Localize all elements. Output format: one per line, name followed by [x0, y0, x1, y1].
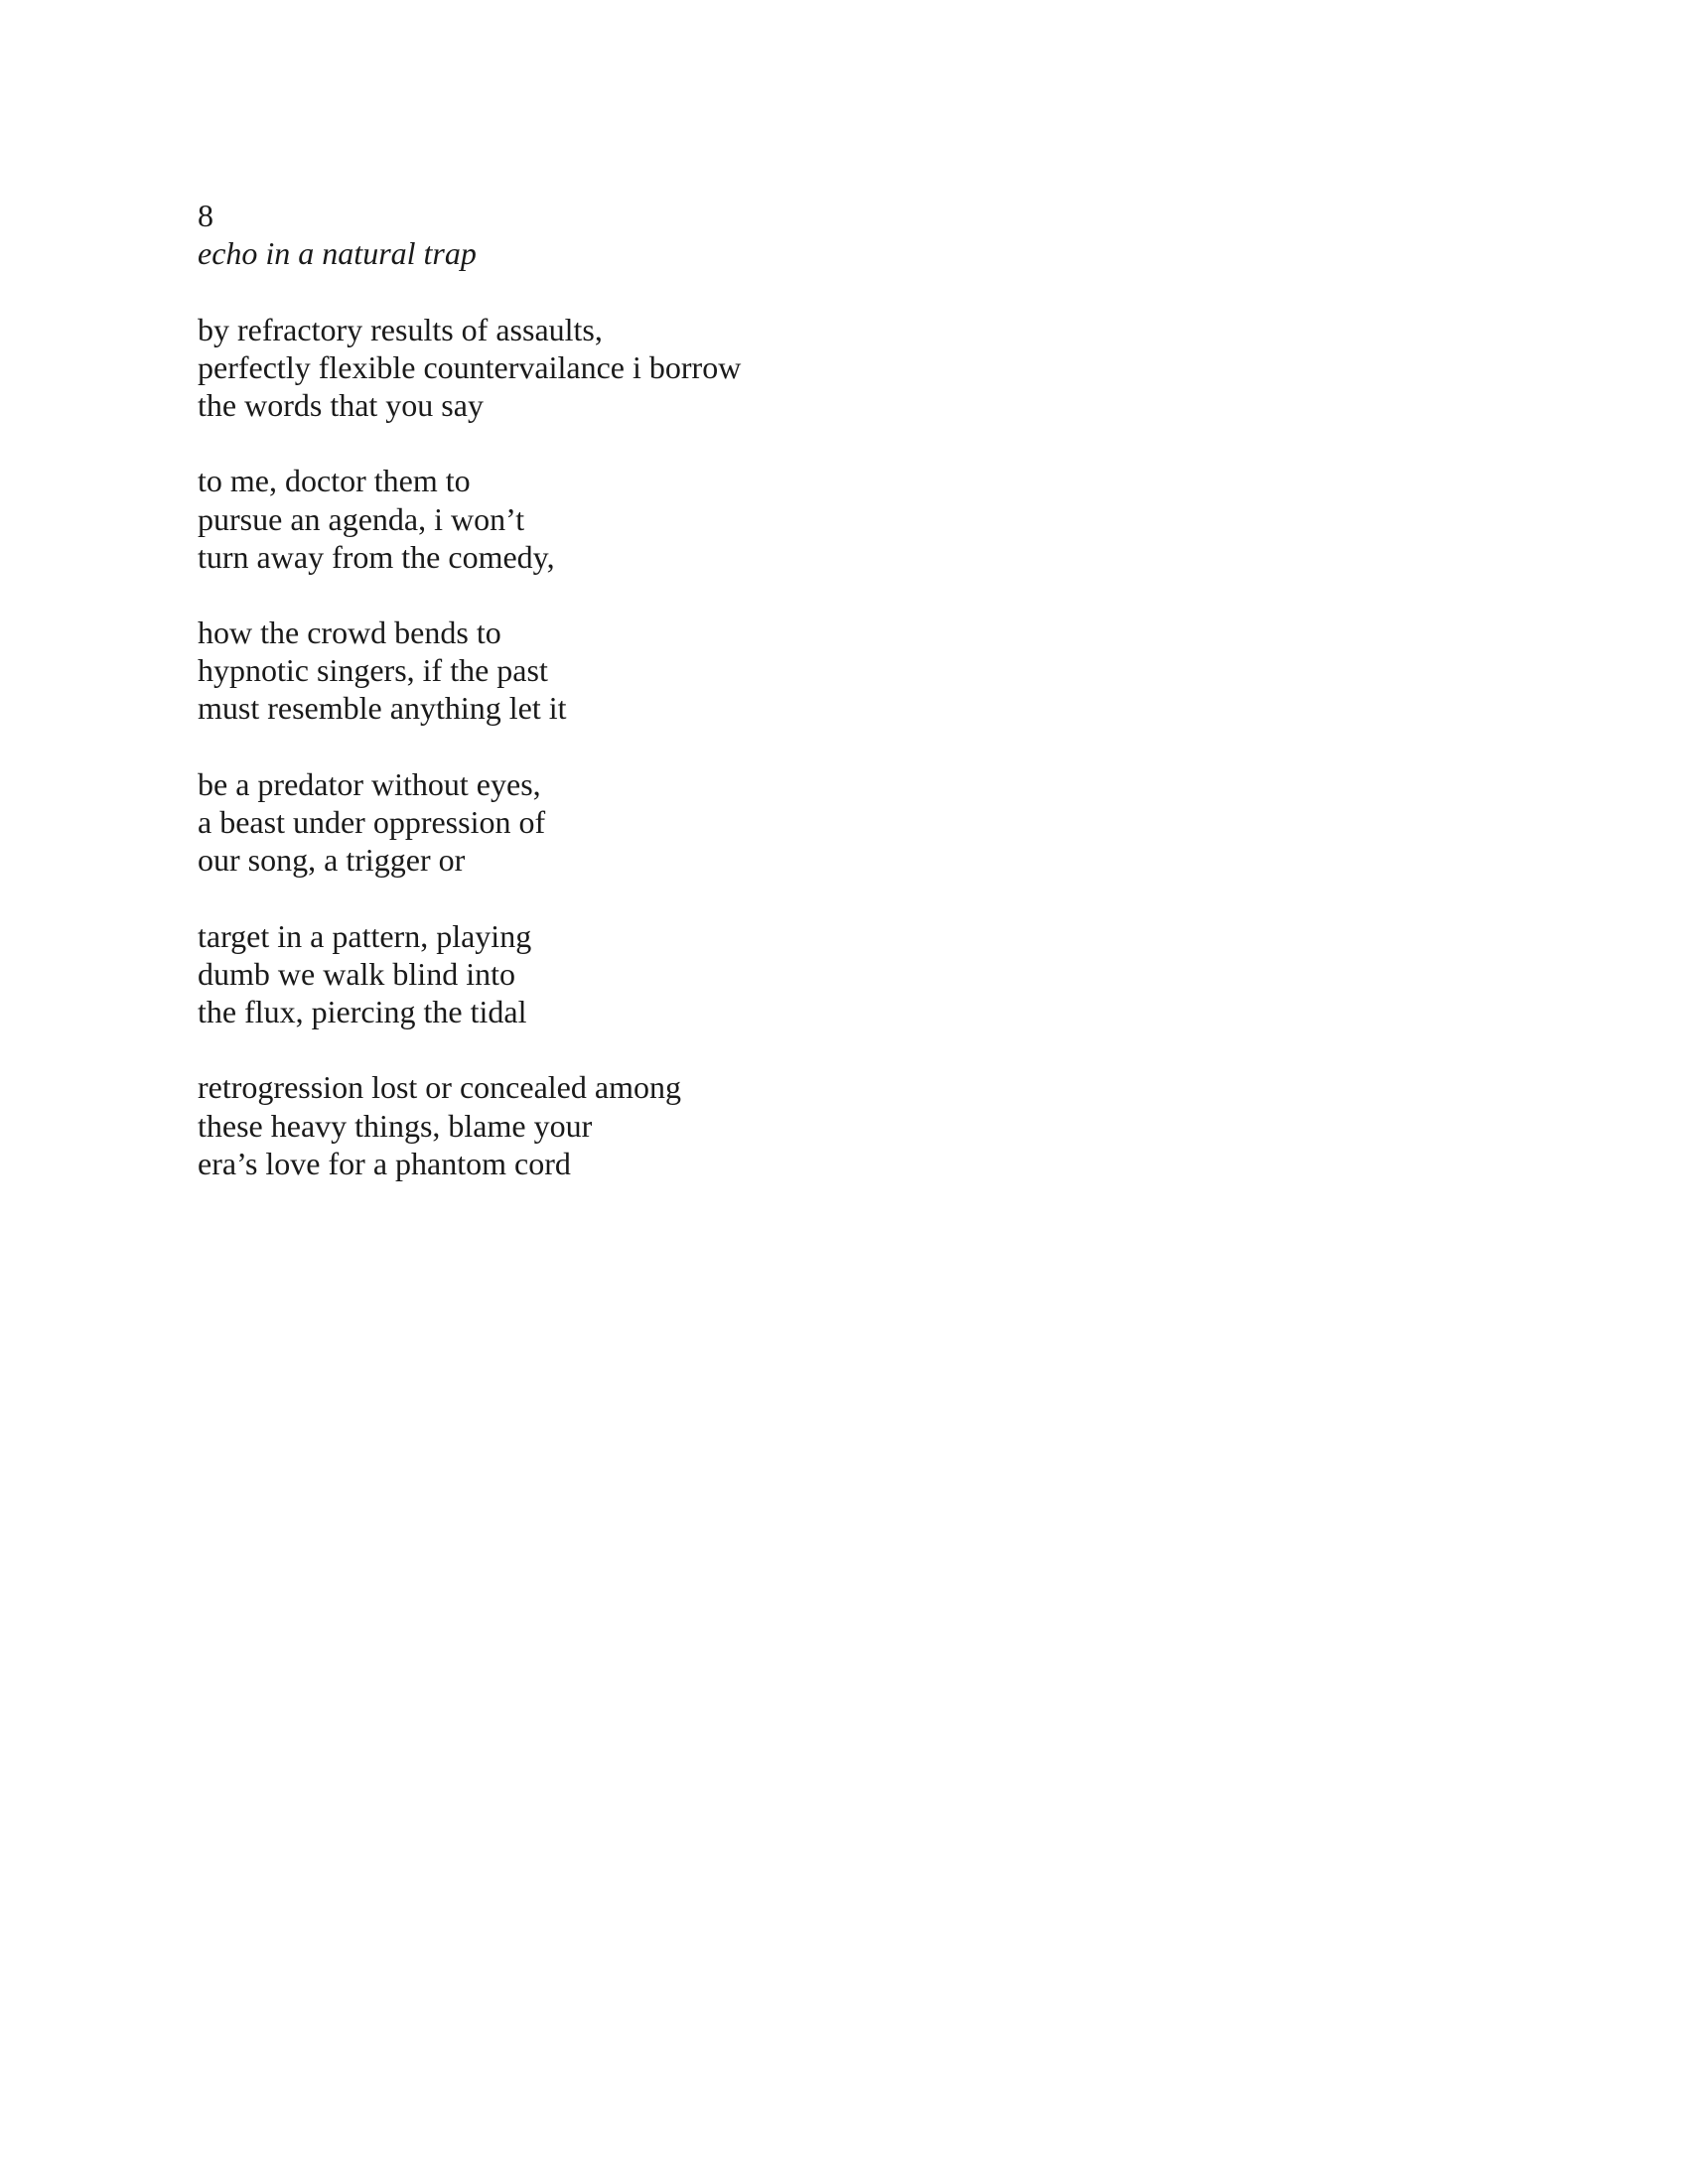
poem-line: be a predator without eyes, — [198, 765, 541, 802]
poem-line: era’s love for a phantom cord — [198, 1145, 571, 1181]
poem-title: echo in a natural trap — [198, 235, 477, 272]
stanza-3 — [198, 614, 1389, 728]
stanza-1 — [198, 311, 1389, 425]
poem-line: pursue an agenda, i won’t — [198, 500, 525, 537]
poem-line: retrogression lost or concealed among — [198, 1069, 681, 1106]
poem-line: hypnotic singers, if the past — [198, 652, 548, 689]
poem-line: dumb we walk blind into — [198, 955, 515, 992]
poem-line: to me, doctor them to — [198, 463, 471, 499]
poem-line: perfectly flexible countervailance i borrow — [198, 348, 742, 385]
poem-line: by refractory results of assaults, — [198, 311, 603, 347]
poem — [198, 197, 1389, 1182]
poem-line: turn away from the comedy, — [198, 538, 555, 575]
poem-line: the flux, piercing the tidal — [198, 993, 527, 1029]
poem-line: must resemble anything let it — [198, 690, 567, 727]
page-number: 8 — [198, 198, 213, 233]
poem-line: target in a pattern, playing — [198, 917, 532, 954]
poem-line: these heavy things, blame your — [198, 1107, 593, 1144]
poem-line: a beast under oppression of — [198, 804, 546, 840]
stanza-5 — [198, 917, 1389, 1031]
poem-line: our song, a trigger or — [198, 842, 466, 879]
poem-line: how the crowd bends to — [198, 614, 501, 651]
stanza-4 — [198, 765, 1389, 880]
stanza-2 — [198, 462, 1389, 576]
poem-line: the words that you say — [198, 386, 484, 423]
stanza-6 — [198, 1068, 1389, 1182]
